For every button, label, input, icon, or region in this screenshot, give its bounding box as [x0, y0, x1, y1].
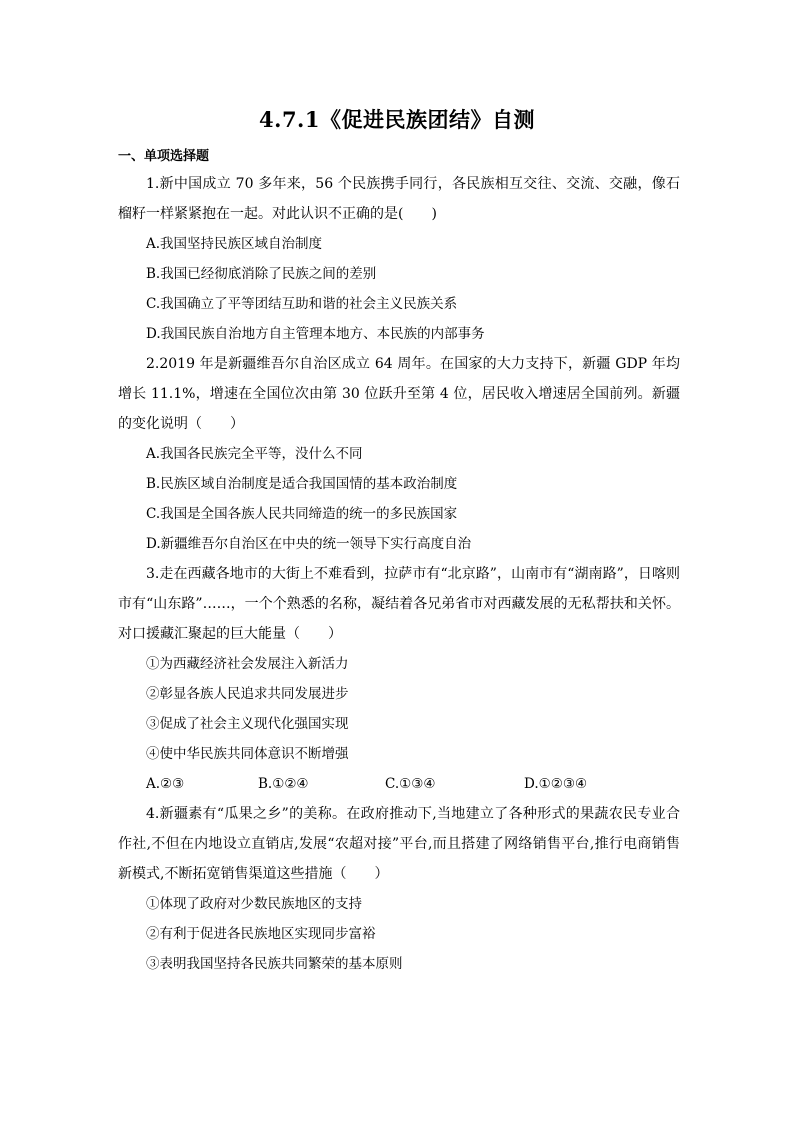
question-stem: 1.新中国成立 70 多年来，56 个民族携手同行，各民族相互交往、交流、交融，像石榴籽一样紧紧抱在一起。对此认识不正确的是( ) — [118, 176, 680, 222]
option-a: A.我国坚持民族区域自治制度 — [146, 236, 323, 252]
option-d: D.新疆维吾尔自治区在中央的统一领导下实行高度自治 — [146, 536, 472, 552]
statement-3: ③促成了社会主义现代化强国实现 — [146, 716, 349, 732]
document-title: 4.7.1《促进民族团结》自测 — [259, 107, 535, 132]
option-row — [118, 769, 680, 799]
question-list — [118, 169, 680, 979]
statement-4: ④使中华民族共同体意识不断增强 — [146, 746, 349, 762]
option-b: B.民族区域自治制度是适合我国国情的基本政治制度 — [146, 476, 458, 492]
option-d: D.我国民族自治地方自主管理本地方、本民族的内部事务 — [146, 326, 485, 342]
statement-2: ②有利于促进各民族地区实现同步富裕 — [146, 926, 376, 942]
option-d: D.①②③④ — [524, 776, 588, 792]
option-b: B.①②④ — [258, 776, 309, 792]
question-stem: 3.走在西藏各地市的大街上不难看到，拉萨市有“北京路”，山南市有“湖南路”，日喀则市有“山东路”……，一个个熟悉的名称，凝结着各兄弟省市对西藏发展的无私帮扶和关怀。对口援藏汇聚起的巨大能量（ ） — [118, 566, 680, 642]
question-stem: 4.新疆素有“瓜果之乡”的美称。在政府推动下,当地建立了各种形式的果蔬农民专业合作社,不但在内地设立直销店,发展“农超对接”平台,而且搭建了网络销售平台,推行电商销售新模式,不断拓宽销售渠道这些措施（ ） — [118, 806, 680, 882]
option-c: C.我国确立了平等团结互助和谐的社会主义民族关系 — [146, 296, 458, 312]
statement-2: ②彰显各族人民追求共同发展进步 — [146, 686, 349, 702]
question-4 — [118, 799, 680, 979]
option-c: C.①③④ — [385, 776, 436, 792]
question-3 — [118, 559, 680, 799]
statement-3: ③表明我国坚持各民族共同繁荣的基本原则 — [146, 956, 403, 972]
option-c: C.我国是全国各族人民共同缔造的统一的多民族国家 — [146, 506, 458, 522]
question-stem: 2.2019 年是新疆维吾尔自治区成立 64 周年。在国家的大力支持下，新疆 GDP 年均增长 11.1%，增速在全国位次由第 30 位跃升至第 4 位，居民收入增速居全国前列。新疆的变化说明（ ） — [118, 356, 680, 432]
option-a: A.②③ — [146, 776, 185, 792]
option-a: A.我国各民族完全平等，没什么不同 — [146, 446, 363, 462]
question-1 — [118, 169, 680, 349]
statement-1: ①体现了政府对少数民族地区的支持 — [146, 896, 362, 912]
option-b: B.我国已经彻底消除了民族之间的差别 — [146, 266, 377, 282]
statement-1: ①为西藏经济社会发展注入新活力 — [146, 656, 349, 672]
section-heading: 一、单项选择题 — [118, 149, 210, 164]
question-2 — [118, 349, 680, 559]
